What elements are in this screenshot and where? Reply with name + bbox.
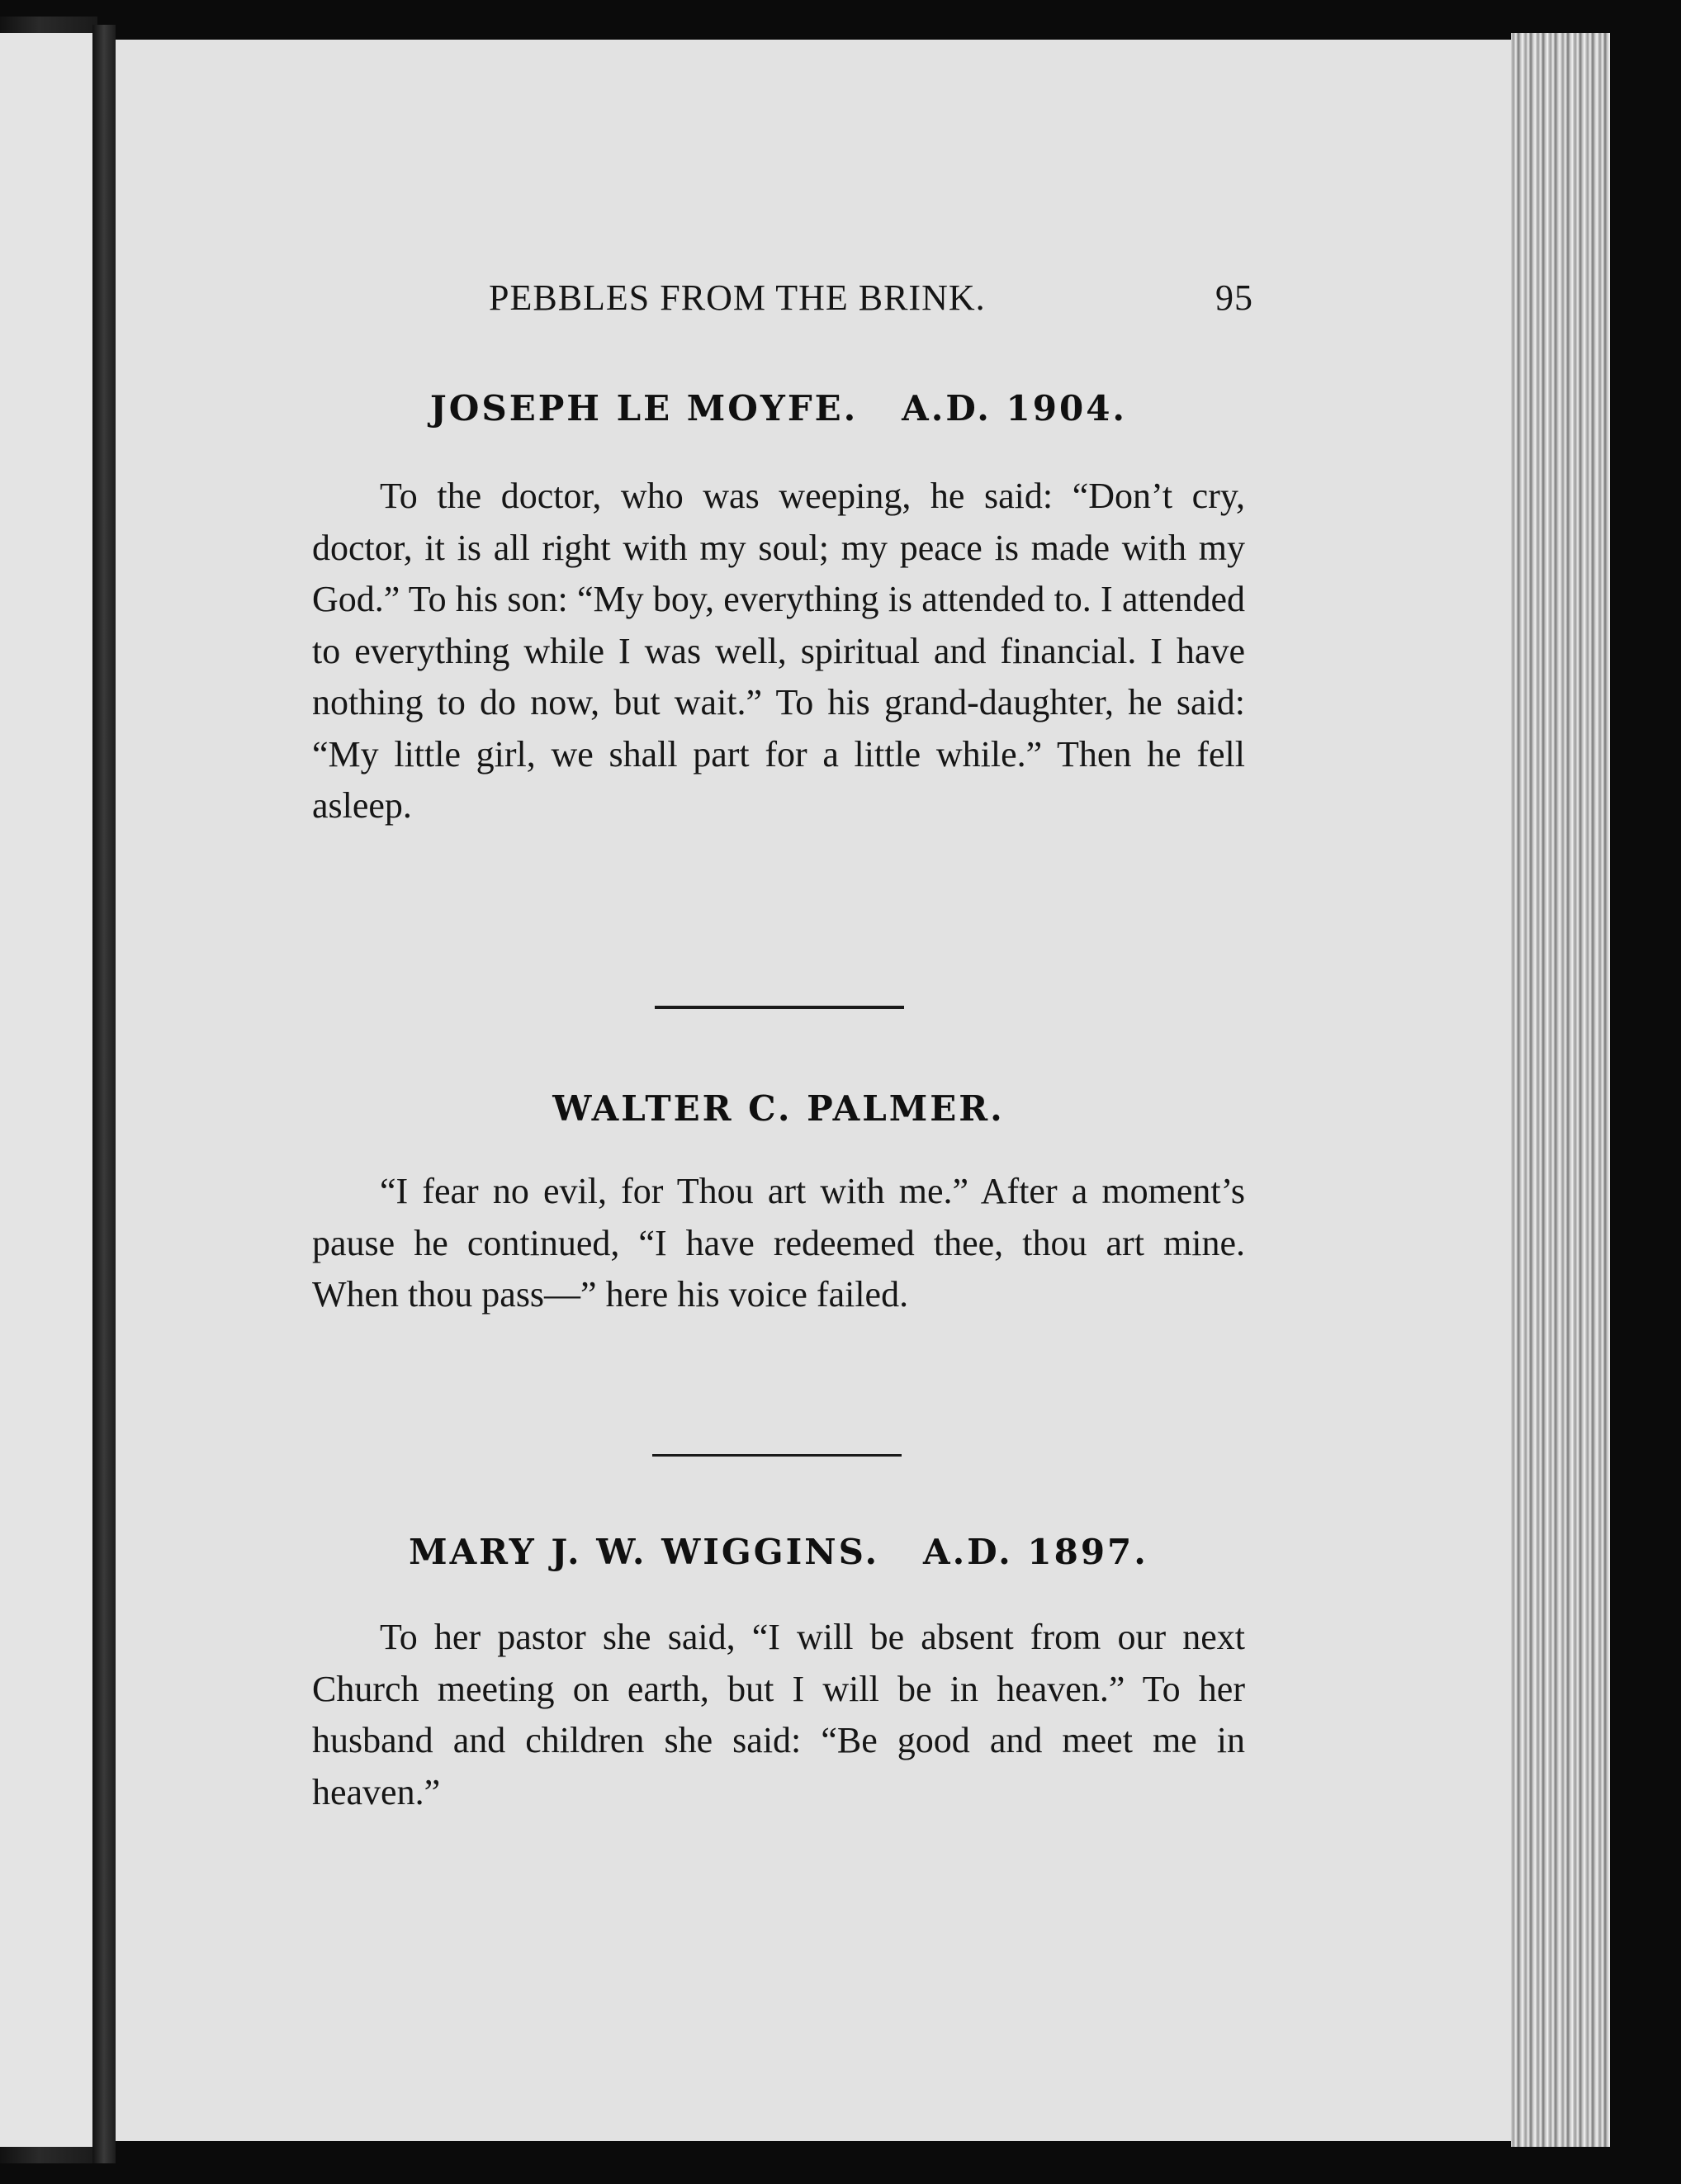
entry-heading-palmer: WALTER C. PALMER. xyxy=(552,1088,1005,1129)
running-title: PEBBLES FROM THE BRINK. xyxy=(489,277,986,318)
page-number: 95 xyxy=(1215,277,1253,318)
section-divider xyxy=(652,1454,902,1457)
entry-heading-wiggins: MARY J. W. WIGGINS. A.D. 1897. xyxy=(409,1532,1148,1572)
entry-text-palmer: “I fear no evil, for Thou art with me.” After a moment’s pause he continued, “I have redeemed thee, thou art mine. When thou pass—” here his voice failed. xyxy=(312,1171,1245,1315)
entry-heading-le-moyfe: JOSEPH LE MOYFE. A.D. 1904. xyxy=(429,388,1128,429)
entry-text-le-moyfe: To the doctor, who was weeping, he said: “Don’t cry, doctor, it is all right with my soul; my peace is made with my God.” To his son: “My boy, everything is attended to. I attended to everything while I was well, spiritual and financial. I have nothing to do now, but wait.” To his grand-daughter, he said: “My little girl, we shall part for a little while.” Then he fell asleep. xyxy=(312,476,1245,826)
left-page-sliver xyxy=(0,33,92,2147)
entry-text-wiggins: To her pastor she said, “I will be absent from our next Church meeting on earth, but I will be in heaven.” To her husband and children she said: “Be good and meet me in heaven.” xyxy=(312,1617,1245,1812)
running-head xyxy=(489,277,1253,319)
page-block-edges xyxy=(1511,33,1610,2147)
book-gutter xyxy=(92,25,116,2163)
section-divider xyxy=(655,1006,904,1009)
scan-border xyxy=(1610,25,1681,2172)
